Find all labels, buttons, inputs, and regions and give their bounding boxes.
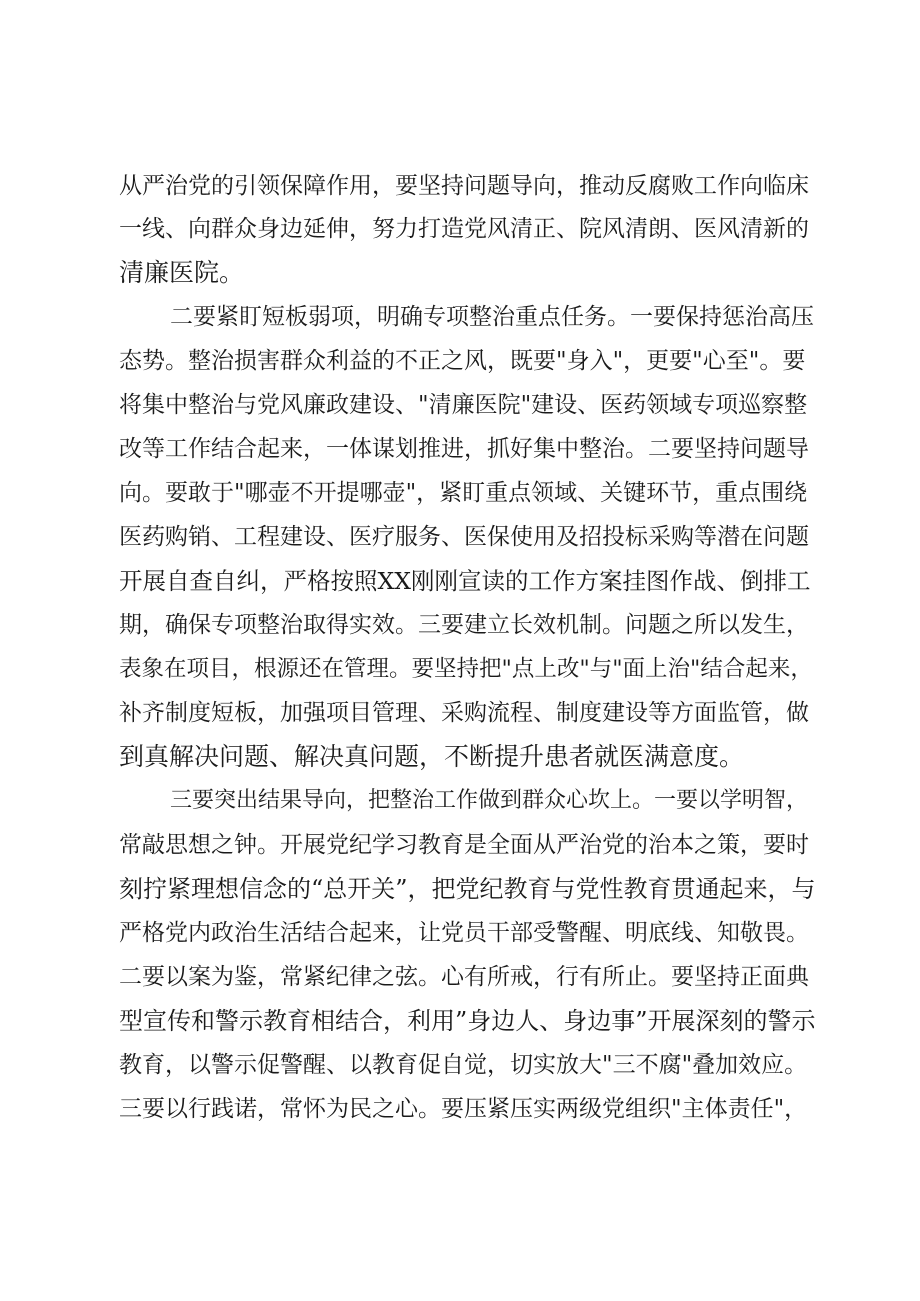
text-line-22: 三要以行践诺，常怀为民之心。要压紧压实两级党组织"主体责任"，	[119, 1096, 808, 1122]
text-line-17: 刻拧紧理想信念的“总开关”，把党纪教育与党性教育贯通起来，与	[119, 875, 816, 903]
text-line-20: 型宣传和警示教育相结合，利用”身边人、身边事”开展深刻的警示	[119, 1007, 816, 1035]
text-line-6: 将集中整治与党风廉政建设、"清廉医院"建设、医药领域专项巡察整	[119, 392, 808, 418]
text-line-10: 开展自查自纠，严格按照XX刚刚宣读的工作方案挂图作战、倒排工	[119, 567, 811, 595]
text-line-18: 严格党内政治生活结合起来，让党员干部受警醒、明底线、知敬畏。	[119, 920, 809, 946]
paragraph-3-first-line: 三要突出结果导向，把整治工作做到群众心坎上。一要以学明智，	[170, 788, 809, 813]
text-line-11: 期，确保专项整治取得实效。三要建立长效机制。问题之所以发生，	[119, 612, 809, 638]
paragraph-2-first-line: 二要紧盯短板弱项，明确专项整治重点任务。一要保持惩治高压	[170, 304, 814, 330]
text-line-19: 二要以案为鉴，常紧纪律之弦。心有所戒，行有所止。要坚持正面典	[119, 964, 809, 990]
text-line-1: 从严治党的引领保障作用，要坚持问题导向，推动反腐败工作向临床	[119, 173, 809, 199]
text-line-2: 一线、向群众身边延伸，努力打造党风清正、院风清朗、医风清新的	[119, 216, 809, 242]
text-line-3: 清廉医院。	[119, 258, 245, 287]
text-line-14: 到真解决问题、解决真问题，不断提升患者就医满意度。	[119, 742, 745, 771]
text-line-7: 改等工作结合起来，一体谋划推进，抓好集中整治。二要坚持问题导	[119, 436, 809, 462]
text-line-9: 医药购销、工程建设、医疗服务、医保使用及招投标采购等潜在问题	[119, 524, 809, 550]
text-line-13: 补齐制度短板，加强项目管理、采购流程、制度建设等方面监管，做	[119, 700, 809, 726]
text-line-5: 态势。整治损害群众利益的不正之风，既要"身入"，更要"心至"。要	[119, 348, 806, 374]
text-line-16: 常敲思想之钟。开展党纪学习教育是全面从严治党的治本之策，要时	[119, 832, 809, 858]
text-line-12: 表象在项目，根源还在管理。要坚持把"点上改"与"面上治"结合起来，	[119, 656, 813, 682]
text-line-21: 教育，以警示促警醒、以教育促自觉，切实放大"三不腐"叠加效应。	[119, 1052, 808, 1078]
text-line-8: 向。要敢于"哪壶不开提哪壶"，紧盯重点领域、关键环节，重点围绕	[119, 480, 808, 506]
